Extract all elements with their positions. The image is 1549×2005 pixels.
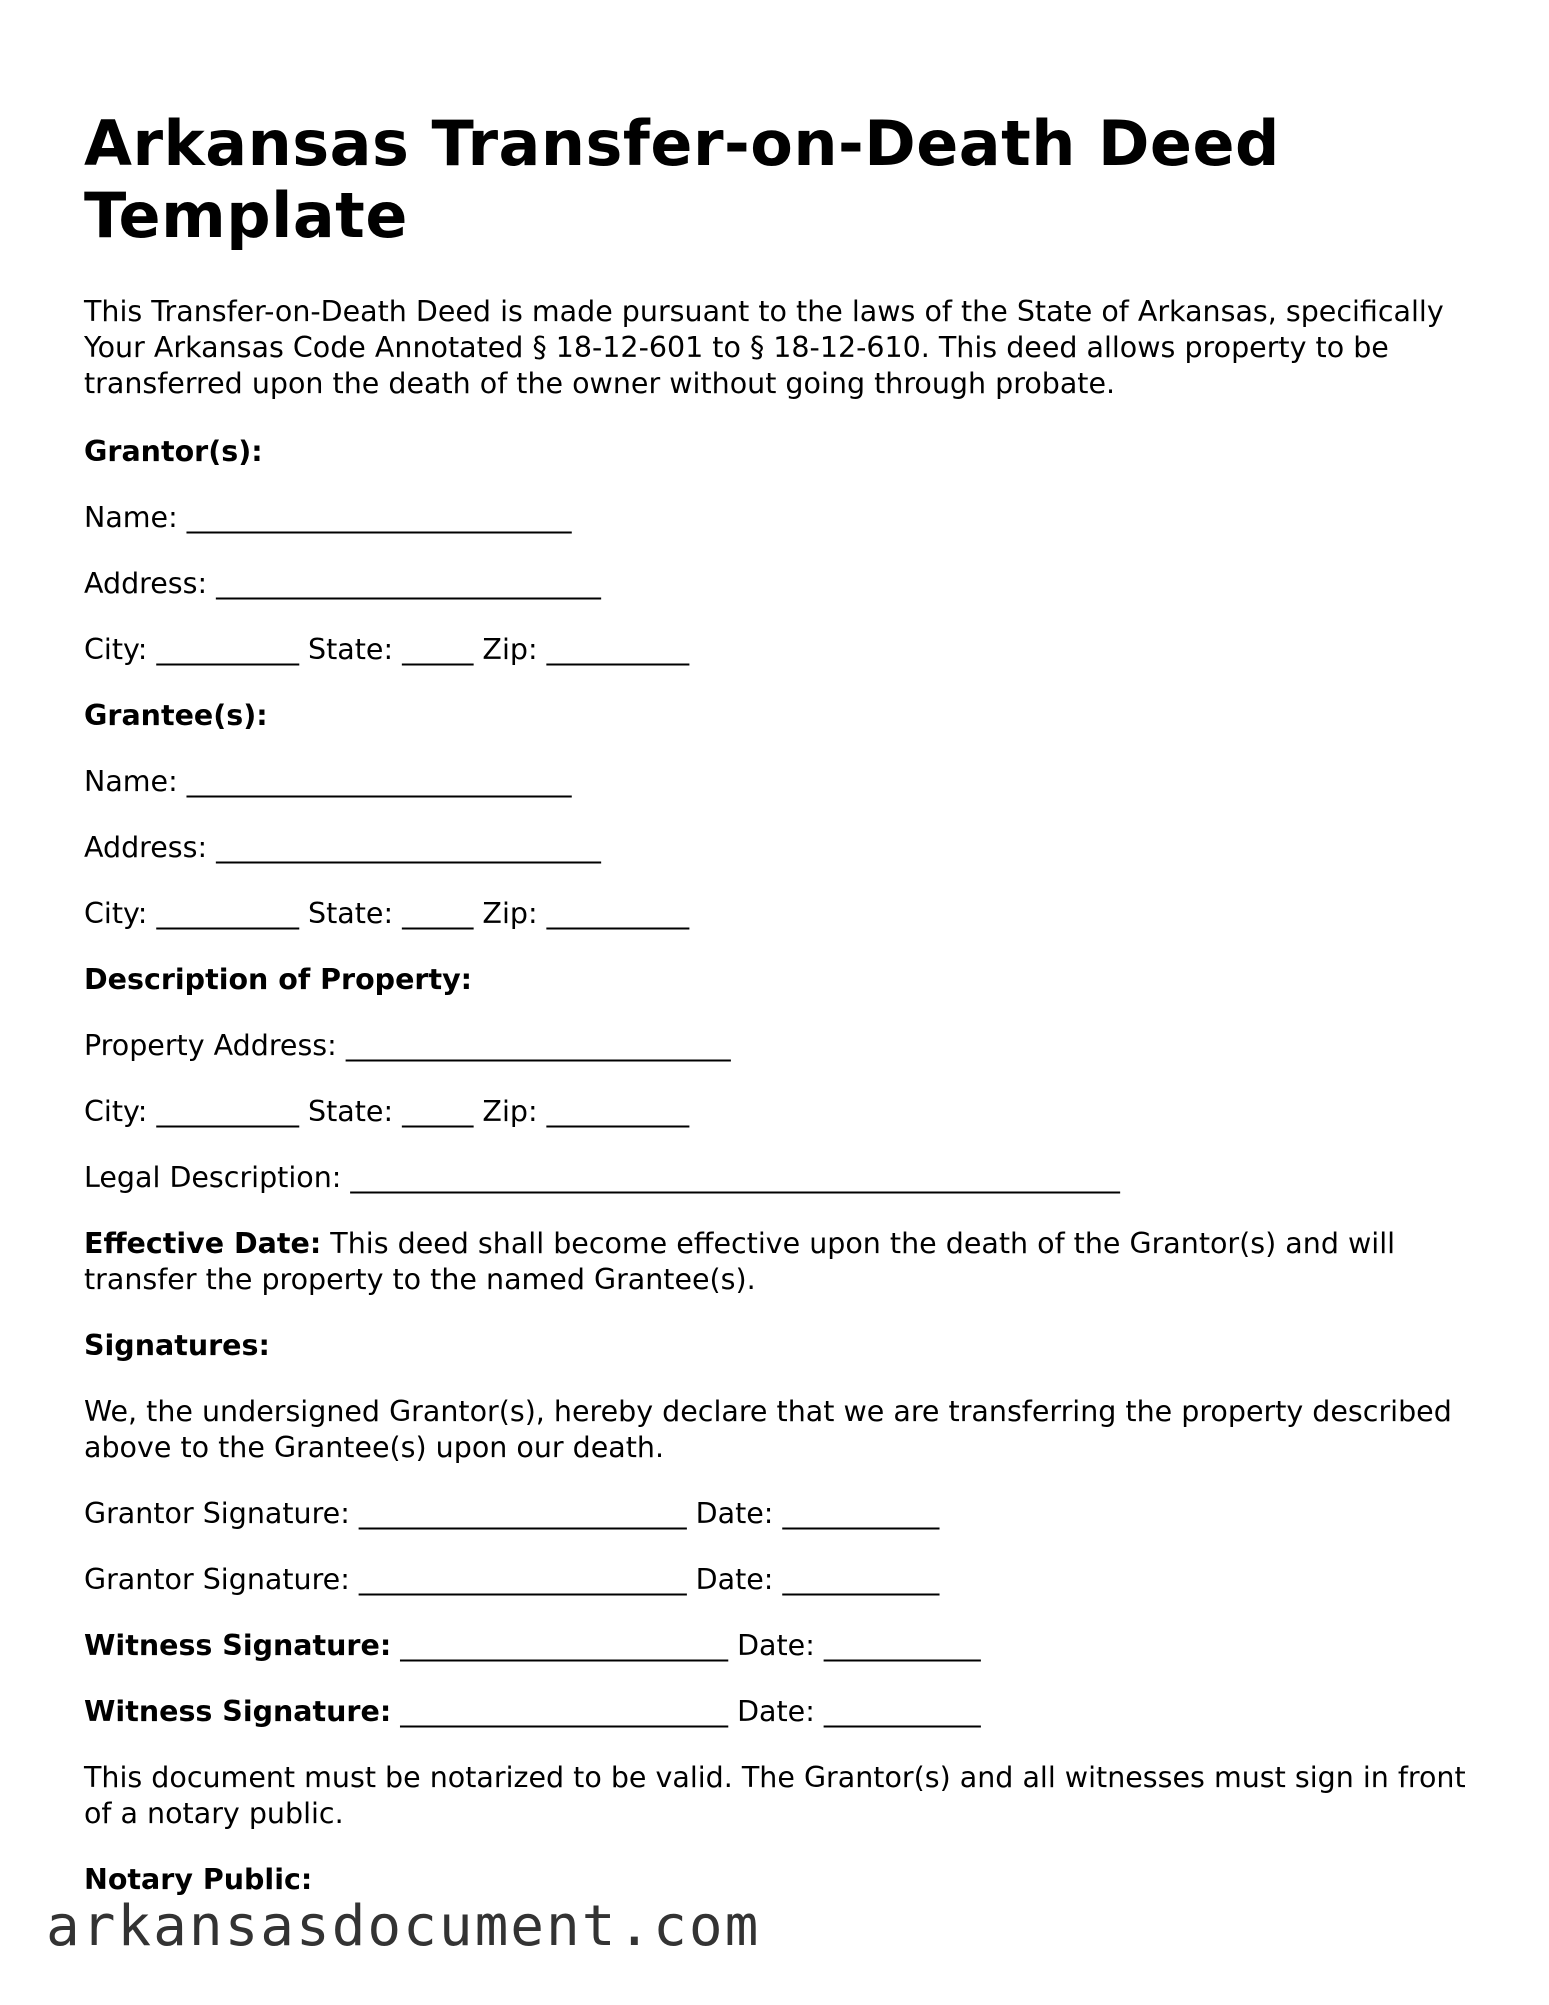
effective-date-text: This deed shall become effective upon the death of the Grantor(s) and will transfer the property to the named Grantee(s). — [84, 1227, 1396, 1296]
declaration-paragraph: We, the undersigned Grantor(s), hereby declare that we are transferring the property described above to the Grantee(s) upon our death. — [84, 1395, 1452, 1464]
document-title: Arkansas Transfer-on-Death Deed Template — [84, 107, 1280, 252]
witness-signature-line-1 — [84, 1628, 1484, 1664]
witness-signature-line-2 — [84, 1694, 1484, 1730]
witness-signature-blank: _______________________ Date: ___________ — [391, 1695, 981, 1728]
witness-signature-label: Witness Signature: — [84, 1629, 392, 1662]
grantor-heading: Grantor(s): — [84, 435, 263, 468]
notary-note-paragraph: This document must be notarized to be valid. The Grantor(s) and all witnesses must sign in front of a notary public. — [84, 1761, 1466, 1830]
property-address-field: Property Address: ___________________________ — [84, 1029, 731, 1062]
property-heading: Description of Property: — [84, 963, 473, 996]
witness-signature-label: Witness Signature: — [84, 1695, 392, 1728]
grantee-address-field: Address: ___________________________ — [84, 831, 601, 864]
notary-heading: Notary Public: — [84, 1863, 313, 1896]
grantor-city-state-zip: City: __________ State: _____ Zip: __________ — [84, 633, 690, 666]
signatures-heading: Signatures: — [84, 1329, 270, 1362]
grantee-city-state-zip: City: __________ State: _____ Zip: __________ — [84, 897, 690, 930]
intro-paragraph: This Transfer-on-Death Deed is made pursuant to the laws of the State of Arkansas, specifically Your Arkansas Code Annotated § 18-12-601 to § 18-12-610. This deed allows property to be transferred upon the death of the owner without going through probate. — [84, 295, 1444, 400]
witness-signature-blank: _______________________ Date: ___________ — [391, 1629, 981, 1662]
effective-date-label: Effective Date: — [84, 1227, 322, 1260]
grantor-signature-line-2: Grantor Signature: _______________________ Date: ___________ — [84, 1563, 940, 1596]
grantee-name-field: Name: ___________________________ — [84, 765, 572, 798]
legal-description-field: Legal Description: ______________________________________________________ — [84, 1161, 1120, 1194]
grantor-address-field: Address: ___________________________ — [84, 567, 601, 600]
grantee-heading: Grantee(s): — [84, 699, 268, 732]
grantor-signature-line-1: Grantor Signature: _______________________ Date: ___________ — [84, 1497, 940, 1530]
grantor-name-field: Name: ___________________________ — [84, 501, 572, 534]
document-page — [84, 108, 1484, 1898]
effective-date-paragraph — [84, 1226, 1484, 1298]
watermark: arkansasdocument.com — [46, 1894, 761, 1959]
property-city-state-zip: City: __________ State: _____ Zip: __________ — [84, 1095, 690, 1128]
